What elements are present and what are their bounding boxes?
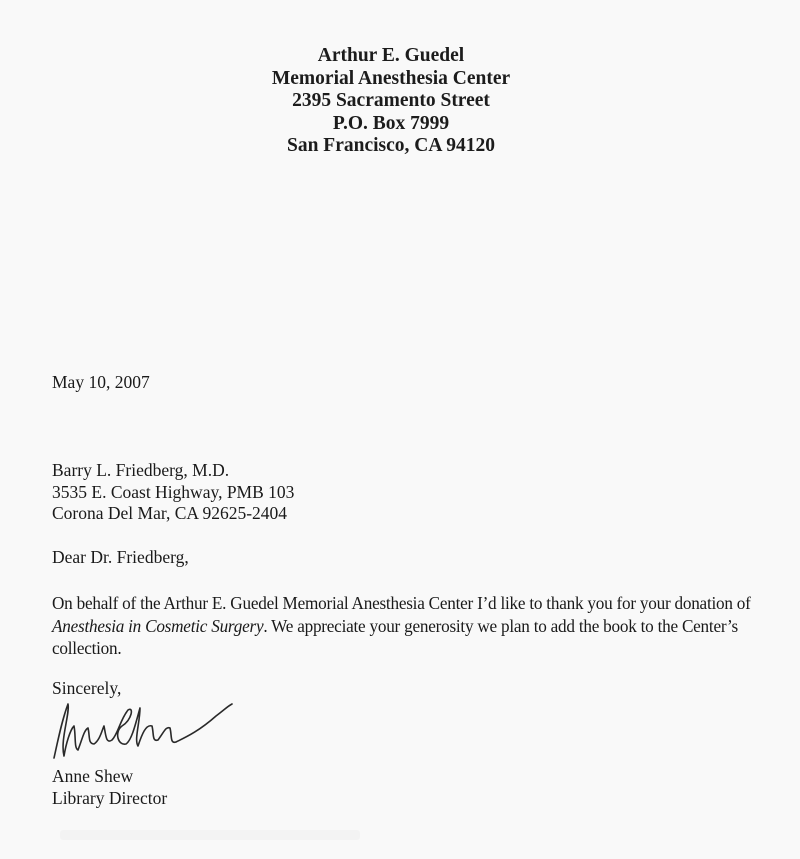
- letterhead-line-street: 2395 Sacramento Street: [292, 90, 490, 111]
- signer-name: Anne Shew: [52, 766, 134, 786]
- bleed-through-text: [60, 830, 360, 840]
- letterhead-line-city: San Francisco, CA 94120: [286, 135, 495, 156]
- handwritten-signature: [48, 700, 268, 762]
- recipient-address: [52, 460, 294, 525]
- recipient-city: Corona Del Mar, CA 92625-2404: [52, 503, 288, 523]
- body-text-after-title: . We appreciate your generosity we plan to add the book to the Center’s collection.: [52, 615, 738, 658]
- letter-date: May 10, 2007: [52, 372, 150, 392]
- body-text-before-title: On behalf of the Arthur E. Guedel Memorial Anesthesia Center I’d like to thank you for your donation of: [52, 593, 751, 613]
- signer-block: [52, 766, 167, 809]
- closing: Sincerely,: [52, 678, 122, 698]
- letterhead: [0, 45, 800, 158]
- letterhead-line-pobox: P.O. Box 7999: [332, 112, 450, 134]
- salutation: Dear Dr. Friedberg,: [52, 547, 189, 567]
- letter-body: [52, 592, 759, 660]
- recipient-street: 3535 E. Coast Highway, PMB 103: [52, 481, 295, 502]
- recipient-name: Barry L. Friedberg, M.D.: [52, 460, 230, 480]
- letterhead-line-org: Memorial Anesthesia Center: [271, 67, 511, 89]
- letterhead-line-name: Arthur E. Guedel: [317, 45, 465, 66]
- book-title: Anesthesia in Cosmetic Surgery: [52, 615, 264, 636]
- signer-title: Library Director: [52, 787, 168, 808]
